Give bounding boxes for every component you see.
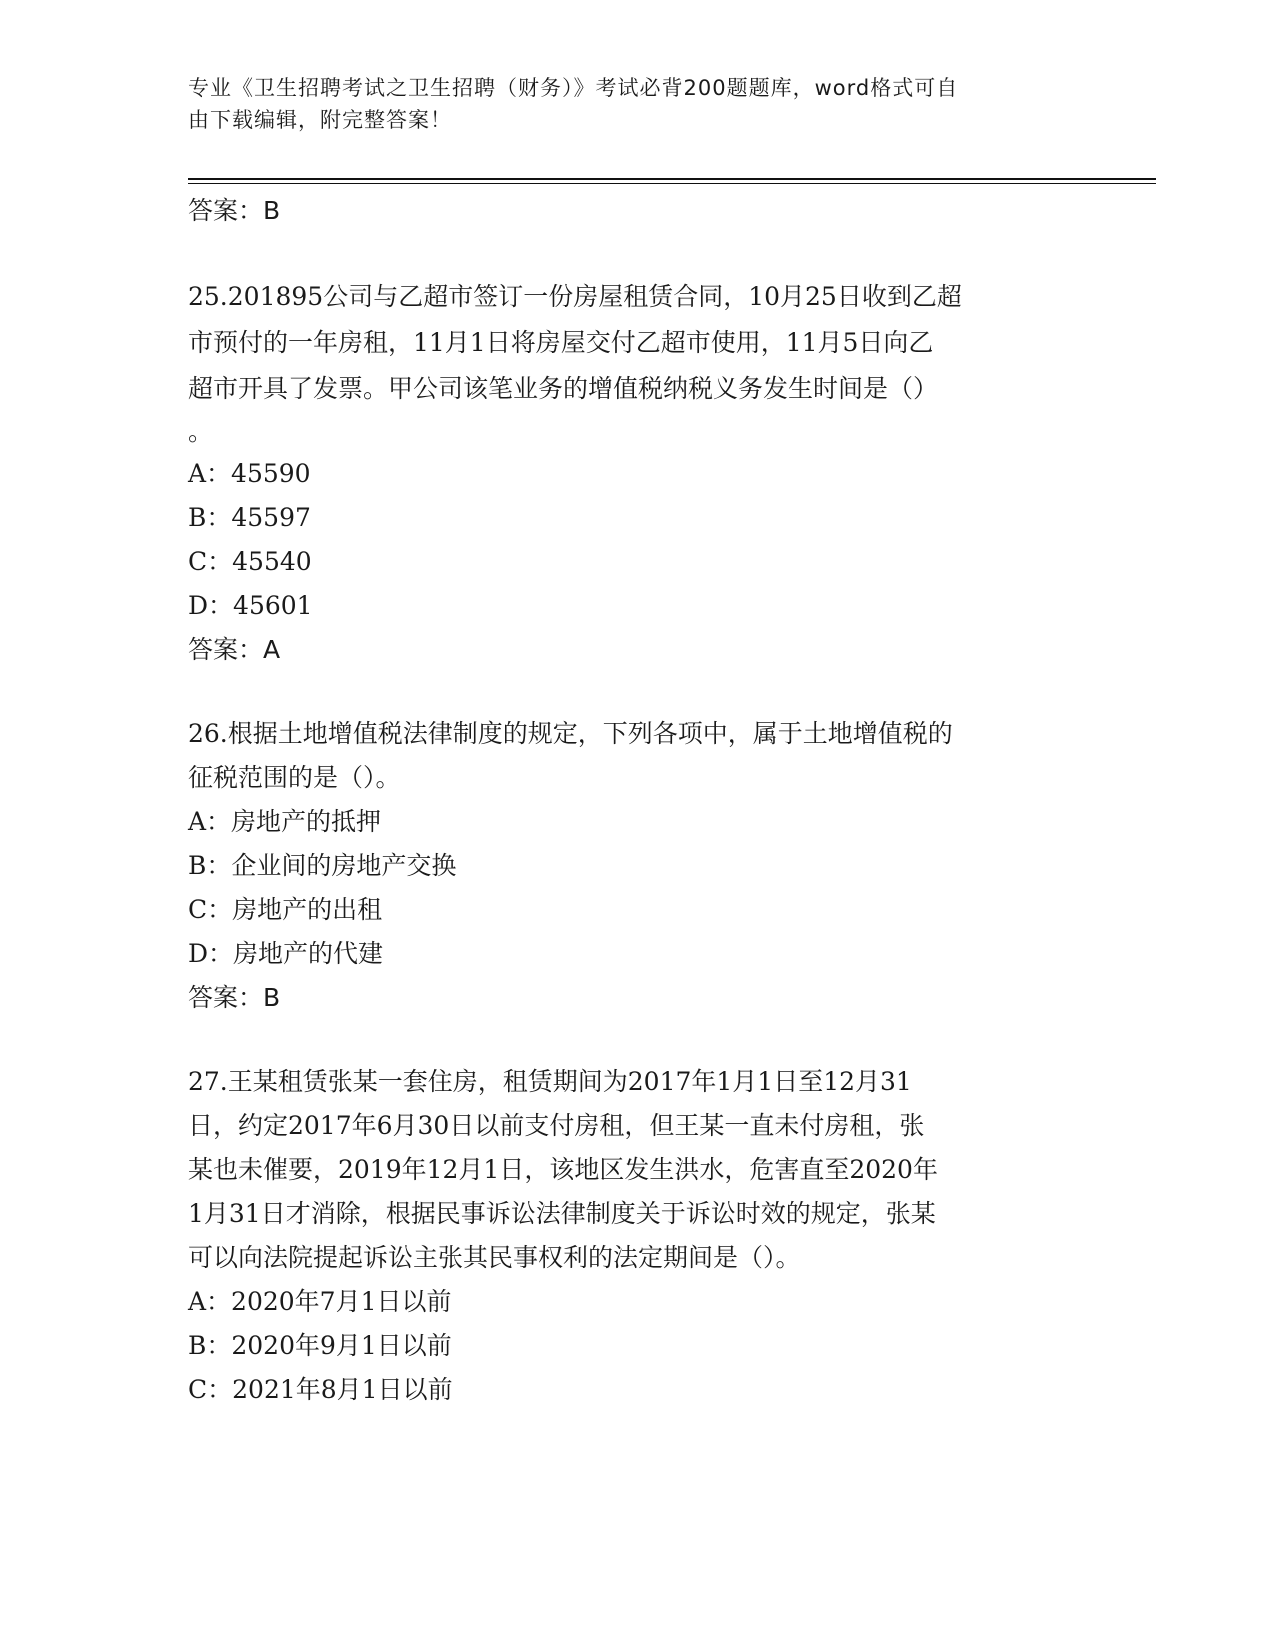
question-25-line-3: 超市开具了发票。甲公司该笔业务的增值税纳税义务发生时间是（） xyxy=(188,374,939,403)
question-27-line-1: 27.王某租赁张某一套住房，租赁期间为2017年1月1日至12月31 xyxy=(188,1067,912,1096)
question-27-option-a: A：2020年7月1日以前 xyxy=(188,1287,452,1316)
question-26-option-a: A：房地产的抵押 xyxy=(188,807,382,836)
question-26-answer: 答案：B xyxy=(188,983,281,1012)
question-27-option-b: B：2020年9月1日以前 xyxy=(188,1331,452,1360)
question-25-line-2: 市预付的一年房租，11月1日将房屋交付乙超市使用，11月5日向乙 xyxy=(188,328,934,357)
question-25-line-4: 。 xyxy=(188,417,214,446)
spacer xyxy=(188,672,1088,712)
question-25 xyxy=(188,274,1088,672)
question-26-option-b: B：企业间的房地产交换 xyxy=(188,851,457,880)
header-rule-thick xyxy=(188,178,1156,180)
question-26-line-2: 征税范围的是（）。 xyxy=(188,763,401,792)
question-27-line-3: 某也未催要，2019年12月1日，该地区发生洪水，危害直至2020年 xyxy=(188,1155,938,1184)
header-line-1: 专业《卫生招聘考试之卫生招聘（财务）》考试必背200题题库，word格式可自 xyxy=(188,76,959,100)
question-25-option-d: D：45601 xyxy=(188,591,313,620)
question-25-option-a: A：45590 xyxy=(188,459,311,488)
question-27-option-c: C：2021年8月1日以前 xyxy=(188,1375,453,1404)
spacer xyxy=(188,234,1088,274)
header-rule-thin xyxy=(188,183,1156,184)
previous-answer: 答案：B xyxy=(188,196,281,225)
document-header xyxy=(188,72,1068,136)
question-25-option-b: B：45597 xyxy=(188,503,311,532)
question-26 xyxy=(188,712,1088,1020)
document-body xyxy=(188,188,1088,1412)
question-27-line-4: 1月31日才消除，根据民事诉讼法律制度关于诉讼时效的规定，张某 xyxy=(188,1199,936,1228)
question-27 xyxy=(188,1060,1088,1412)
question-25-line-1: 25.201895公司与乙超市签订一份房屋租赁合同，10月25日收到乙超 xyxy=(188,282,962,311)
question-27-line-5: 可以向法院提起诉讼主张其民事权利的法定期间是（）。 xyxy=(188,1243,801,1272)
header-line-2: 由下载编辑，附完整答案！ xyxy=(188,108,452,132)
question-25-answer: 答案：A xyxy=(188,635,281,664)
question-26-line-1: 26.根据土地增值税法律制度的规定，下列各项中，属于土地增值税的 xyxy=(188,719,953,748)
question-26-option-d: D：房地产的代建 xyxy=(188,939,384,968)
spacer xyxy=(188,1020,1088,1060)
question-27-line-2: 日，约定2017年6月30日以前支付房租，但王某一直未付房租，张 xyxy=(188,1111,925,1140)
question-25-option-c: C：45540 xyxy=(188,547,312,576)
question-26-option-c: C：房地产的出租 xyxy=(188,895,383,924)
